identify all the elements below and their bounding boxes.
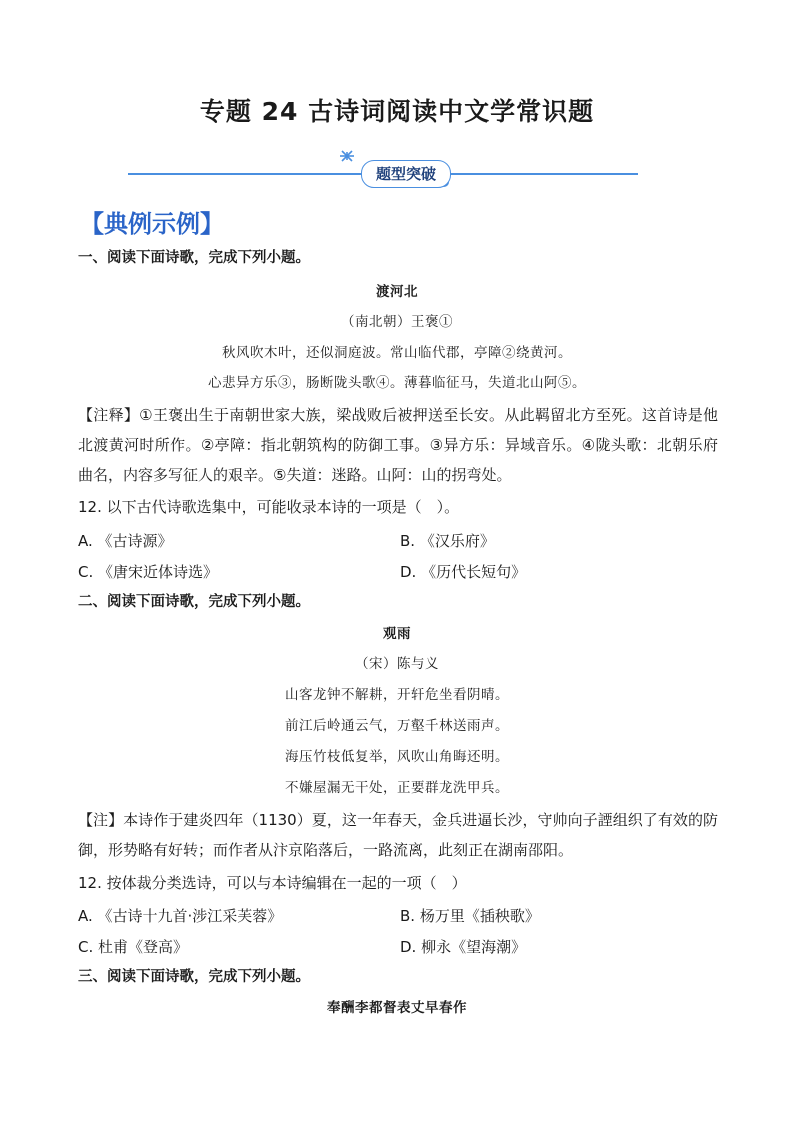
q2-instruction: 二、阅读下面诗歌，完成下列小题。 bbox=[78, 594, 310, 610]
section-heading: 【典例示例】 bbox=[80, 209, 224, 238]
q3-poem-title: 奉酬李都督表丈早春作 bbox=[327, 1000, 467, 1016]
q2-option-a: A. 《古诗十九首·涉江采芙蓉》 bbox=[78, 907, 283, 925]
q2-note: 【注】本诗作于建炎四年（1130）夏，这一年春天，金兵进逼长沙，守帅向子諲组织了有效的防御，形势略有好转；而作者从汴京陷落后，一路流离，此刻正在湖南邵阳。 bbox=[78, 811, 718, 859]
sparkle-icon bbox=[340, 151, 354, 161]
q2-poem-title: 观雨 bbox=[383, 626, 411, 642]
q3-instruction: 三、阅读下面诗歌，完成下列小题。 bbox=[78, 969, 310, 985]
q1-note: 【注释】①王褒出生于南朝世家大族，梁战败后被押送至长安。从此羁留北方至死。这首诗是他北渡黄河时所作。②亭障：指北朝筑构的防御工事。③异方乐：异域音乐。④陇头歌：北朝乐府曲名，内容多写征人的艰辛。⑤失道：迷路。山阿：山的拐弯处。 bbox=[78, 406, 718, 484]
q2-question: 12. 按体裁分类选诗，可以与本诗编辑在一起的一项（ ） bbox=[78, 874, 467, 892]
q1-question: 12. 以下古代诗歌选集中，可能收录本诗的一项是（ ）。 bbox=[78, 498, 460, 516]
q2-poem-line: 海压竹枝低复举，风吹山角晦还明。 bbox=[285, 749, 509, 765]
q1-instruction: 一、阅读下面诗歌，完成下列小题。 bbox=[78, 250, 310, 266]
q1-author: （南北朝）王褒① bbox=[341, 314, 453, 330]
q2-poem-line: 前江后岭通云气，万壑千林送雨声。 bbox=[285, 718, 509, 734]
page-title: 专题 24 古诗词阅读中文学常识题 bbox=[199, 97, 595, 126]
q1-poem-line: 心悲异方乐③，肠断陇头歌④。薄暮临征马，失道北山阿⑤。 bbox=[208, 375, 586, 391]
q1-option-b: B. 《汉乐府》 bbox=[400, 532, 495, 550]
q2-option-c: C. 杜甫《登高》 bbox=[78, 938, 189, 956]
q1-option-d: D. 《历代长短句》 bbox=[400, 563, 527, 581]
banner-label: 题型突破 bbox=[361, 160, 451, 188]
q1-option-a: A. 《古诗源》 bbox=[78, 532, 173, 550]
q2-poem-line: 山客龙钟不解耕，开轩危坐看阴晴。 bbox=[285, 687, 509, 703]
q1-option-c: C. 《唐宋近体诗选》 bbox=[78, 563, 219, 581]
q2-option-d: D. 柳永《望海潮》 bbox=[400, 938, 527, 956]
q1-poem-title: 渡河北 bbox=[376, 284, 418, 300]
q2-poem-line: 不嫌屋漏无干处，正要群龙洗甲兵。 bbox=[285, 780, 509, 796]
q2-option-b: B. 杨万里《插秧歌》 bbox=[400, 907, 540, 925]
q2-author: （宋）陈与义 bbox=[355, 656, 439, 672]
q1-poem-line: 秋风吹木叶，还似洞庭波。常山临代郡，亭障②绕黄河。 bbox=[222, 345, 572, 361]
